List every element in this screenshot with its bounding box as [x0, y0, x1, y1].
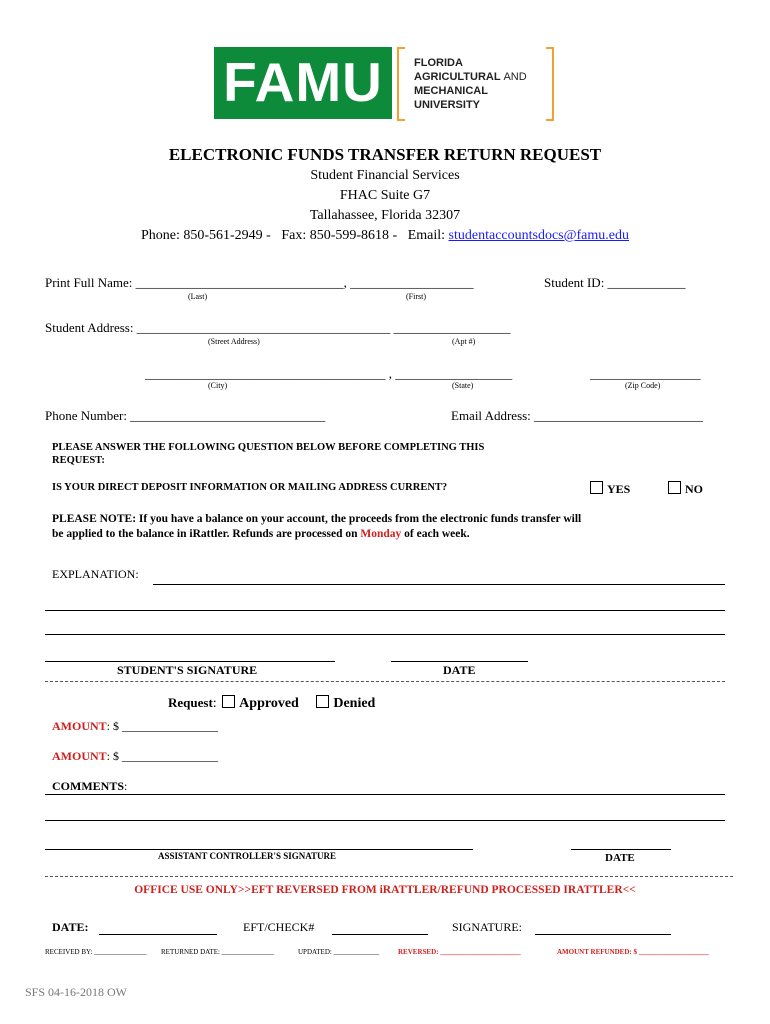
form-title: ELECTRONIC FUNDS TRANSFER RETURN REQUEST	[168, 145, 602, 164]
request-label: Request	[168, 695, 213, 710]
famu-wordmark-box	[214, 47, 392, 119]
student-date-label: DATE	[443, 663, 476, 677]
explanation-line-1[interactable]	[153, 584, 725, 585]
logo-bracket-left	[397, 47, 405, 121]
phone-field[interactable]: Phone Number: ______________________________	[45, 408, 326, 423]
amount-field-1[interactable]: AMOUNT: $ ________________	[52, 719, 219, 733]
office-signature-label: SIGNATURE:	[452, 920, 523, 934]
no-option[interactable]	[668, 481, 703, 497]
comments-line-2[interactable]	[45, 820, 725, 821]
yes-label: YES	[607, 482, 631, 496]
dept-name: Student Financial Services	[310, 168, 460, 183]
email-field[interactable]: Email Address: __________________________	[451, 408, 704, 423]
office-date-line[interactable]	[99, 934, 217, 935]
form-code: SFS 04-16-2018 OW	[25, 985, 128, 999]
zip-caption: (Zip Code)	[625, 381, 661, 390]
denied-checkbox[interactable]	[316, 695, 329, 708]
student-signature-label: STUDENT'S SIGNATURE	[117, 663, 258, 677]
logo-line-mechanical: MECHANICAL	[414, 85, 488, 97]
approved-checkbox[interactable]	[222, 695, 235, 708]
controller-signature-line[interactable]	[45, 849, 473, 850]
reversed[interactable]: REVERSED: _______________________	[398, 948, 521, 956]
logo-line-and: AND	[503, 71, 527, 83]
amount-label-2: AMOUNT	[52, 749, 107, 763]
office-signature-line[interactable]	[535, 934, 671, 935]
yes-checkbox[interactable]	[590, 481, 603, 494]
no-label: NO	[685, 482, 703, 496]
apt-caption: (Apt #)	[452, 337, 476, 346]
student-id-field[interactable]: Student ID: ____________	[544, 275, 686, 290]
explanation-line-2[interactable]	[45, 610, 725, 611]
contact-text: Phone: 850-561-2949 - Fax: 850-599-8618 - Email:	[140, 228, 449, 243]
amount-label-1: AMOUNT	[52, 719, 107, 733]
explanation-label: EXPLANATION:	[52, 567, 139, 581]
updated[interactable]: UPDATED: _____________	[298, 948, 380, 956]
contact-line	[0, 228, 770, 244]
first-caption: (First)	[406, 292, 426, 301]
logo-line-florida: FLORIDA	[414, 57, 463, 69]
explanation-line-3[interactable]	[45, 634, 725, 635]
amount-refunded[interactable]: AMOUNT REFUNDED: $ ____________________	[557, 948, 709, 956]
comments-line-1[interactable]	[45, 794, 725, 795]
city-address: Tallahassee, Florida 32307	[309, 208, 461, 223]
eft-check-label: EFT/CHECK#	[243, 920, 315, 934]
controller-date-line[interactable]	[571, 849, 671, 850]
returned-date[interactable]: RETURNED DATE: _______________	[161, 948, 275, 956]
zip-field[interactable]: _________________	[590, 366, 701, 381]
logo-bracket-right	[546, 47, 554, 121]
email-link[interactable]: studentaccountsdocs@famu.edu	[448, 228, 630, 243]
last-caption: (Last)	[188, 292, 208, 301]
amount-field-2[interactable]: AMOUNT: $ ________________	[52, 749, 219, 763]
city-caption: (City)	[208, 381, 228, 390]
note-monday: Monday	[360, 527, 402, 540]
divider-1	[45, 681, 725, 682]
request-row: Request: Approved Denied	[168, 695, 376, 711]
note-text-end: of each week.	[401, 527, 470, 540]
note-text: PLEASE NOTE: If you have a balance on your account, the proceeds from the electronic funds transfer will be applied to the balance in iRattler. Refunds are processed on	[52, 513, 582, 540]
approved-label: Approved	[239, 696, 299, 711]
eft-check-line[interactable]	[332, 934, 428, 935]
famu-logo	[214, 47, 556, 119]
student-address-field[interactable]: Student Address: _______________________________________ __________________	[45, 320, 511, 335]
controller-date-label: DATE	[605, 852, 635, 864]
office-use-banner: OFFICE USE ONLY>>EFT REVERSED FROM iRATTLER/REFUND PROCESSED IRATTLER<<	[134, 884, 636, 896]
received-by[interactable]: RECEIVED BY: _______________	[45, 948, 147, 956]
state-caption: (State)	[452, 381, 474, 390]
comments-label: COMMENTS:	[52, 779, 128, 793]
student-signature-line[interactable]	[45, 661, 335, 662]
suite: FHAC Suite G7	[339, 188, 431, 203]
print-name-field[interactable]: Print Full Name: ________________________________, ___________________	[45, 275, 474, 290]
question-instruction: PLEASE ANSWER THE FOLLOWING QUESTION BELOW BEFORE COMPLETING THIS REQUEST:	[52, 442, 485, 466]
office-date-label: DATE:	[52, 920, 89, 934]
logo-line-agricultural: AGRICULTURAL	[414, 71, 501, 83]
question-text: IS YOUR DIRECT DEPOSIT INFORMATION OR MAILING ADDRESS CURRENT?	[52, 482, 448, 493]
please-note	[52, 512, 582, 541]
street-caption: (Street Address)	[208, 337, 260, 346]
divider-2	[45, 876, 733, 877]
famu-wordmark: FAMU	[223, 51, 383, 113]
city-state-field[interactable]: _____________________________________ , __________________	[145, 366, 513, 381]
logo-line-university: UNIVERSITY	[414, 99, 481, 111]
yes-option[interactable]	[590, 481, 630, 497]
student-date-line[interactable]	[391, 661, 528, 662]
no-checkbox[interactable]	[668, 481, 681, 494]
denied-label: Denied	[333, 696, 376, 711]
controller-signature-label: ASSISTANT CONTROLLER'S SIGNATURE	[158, 851, 337, 861]
